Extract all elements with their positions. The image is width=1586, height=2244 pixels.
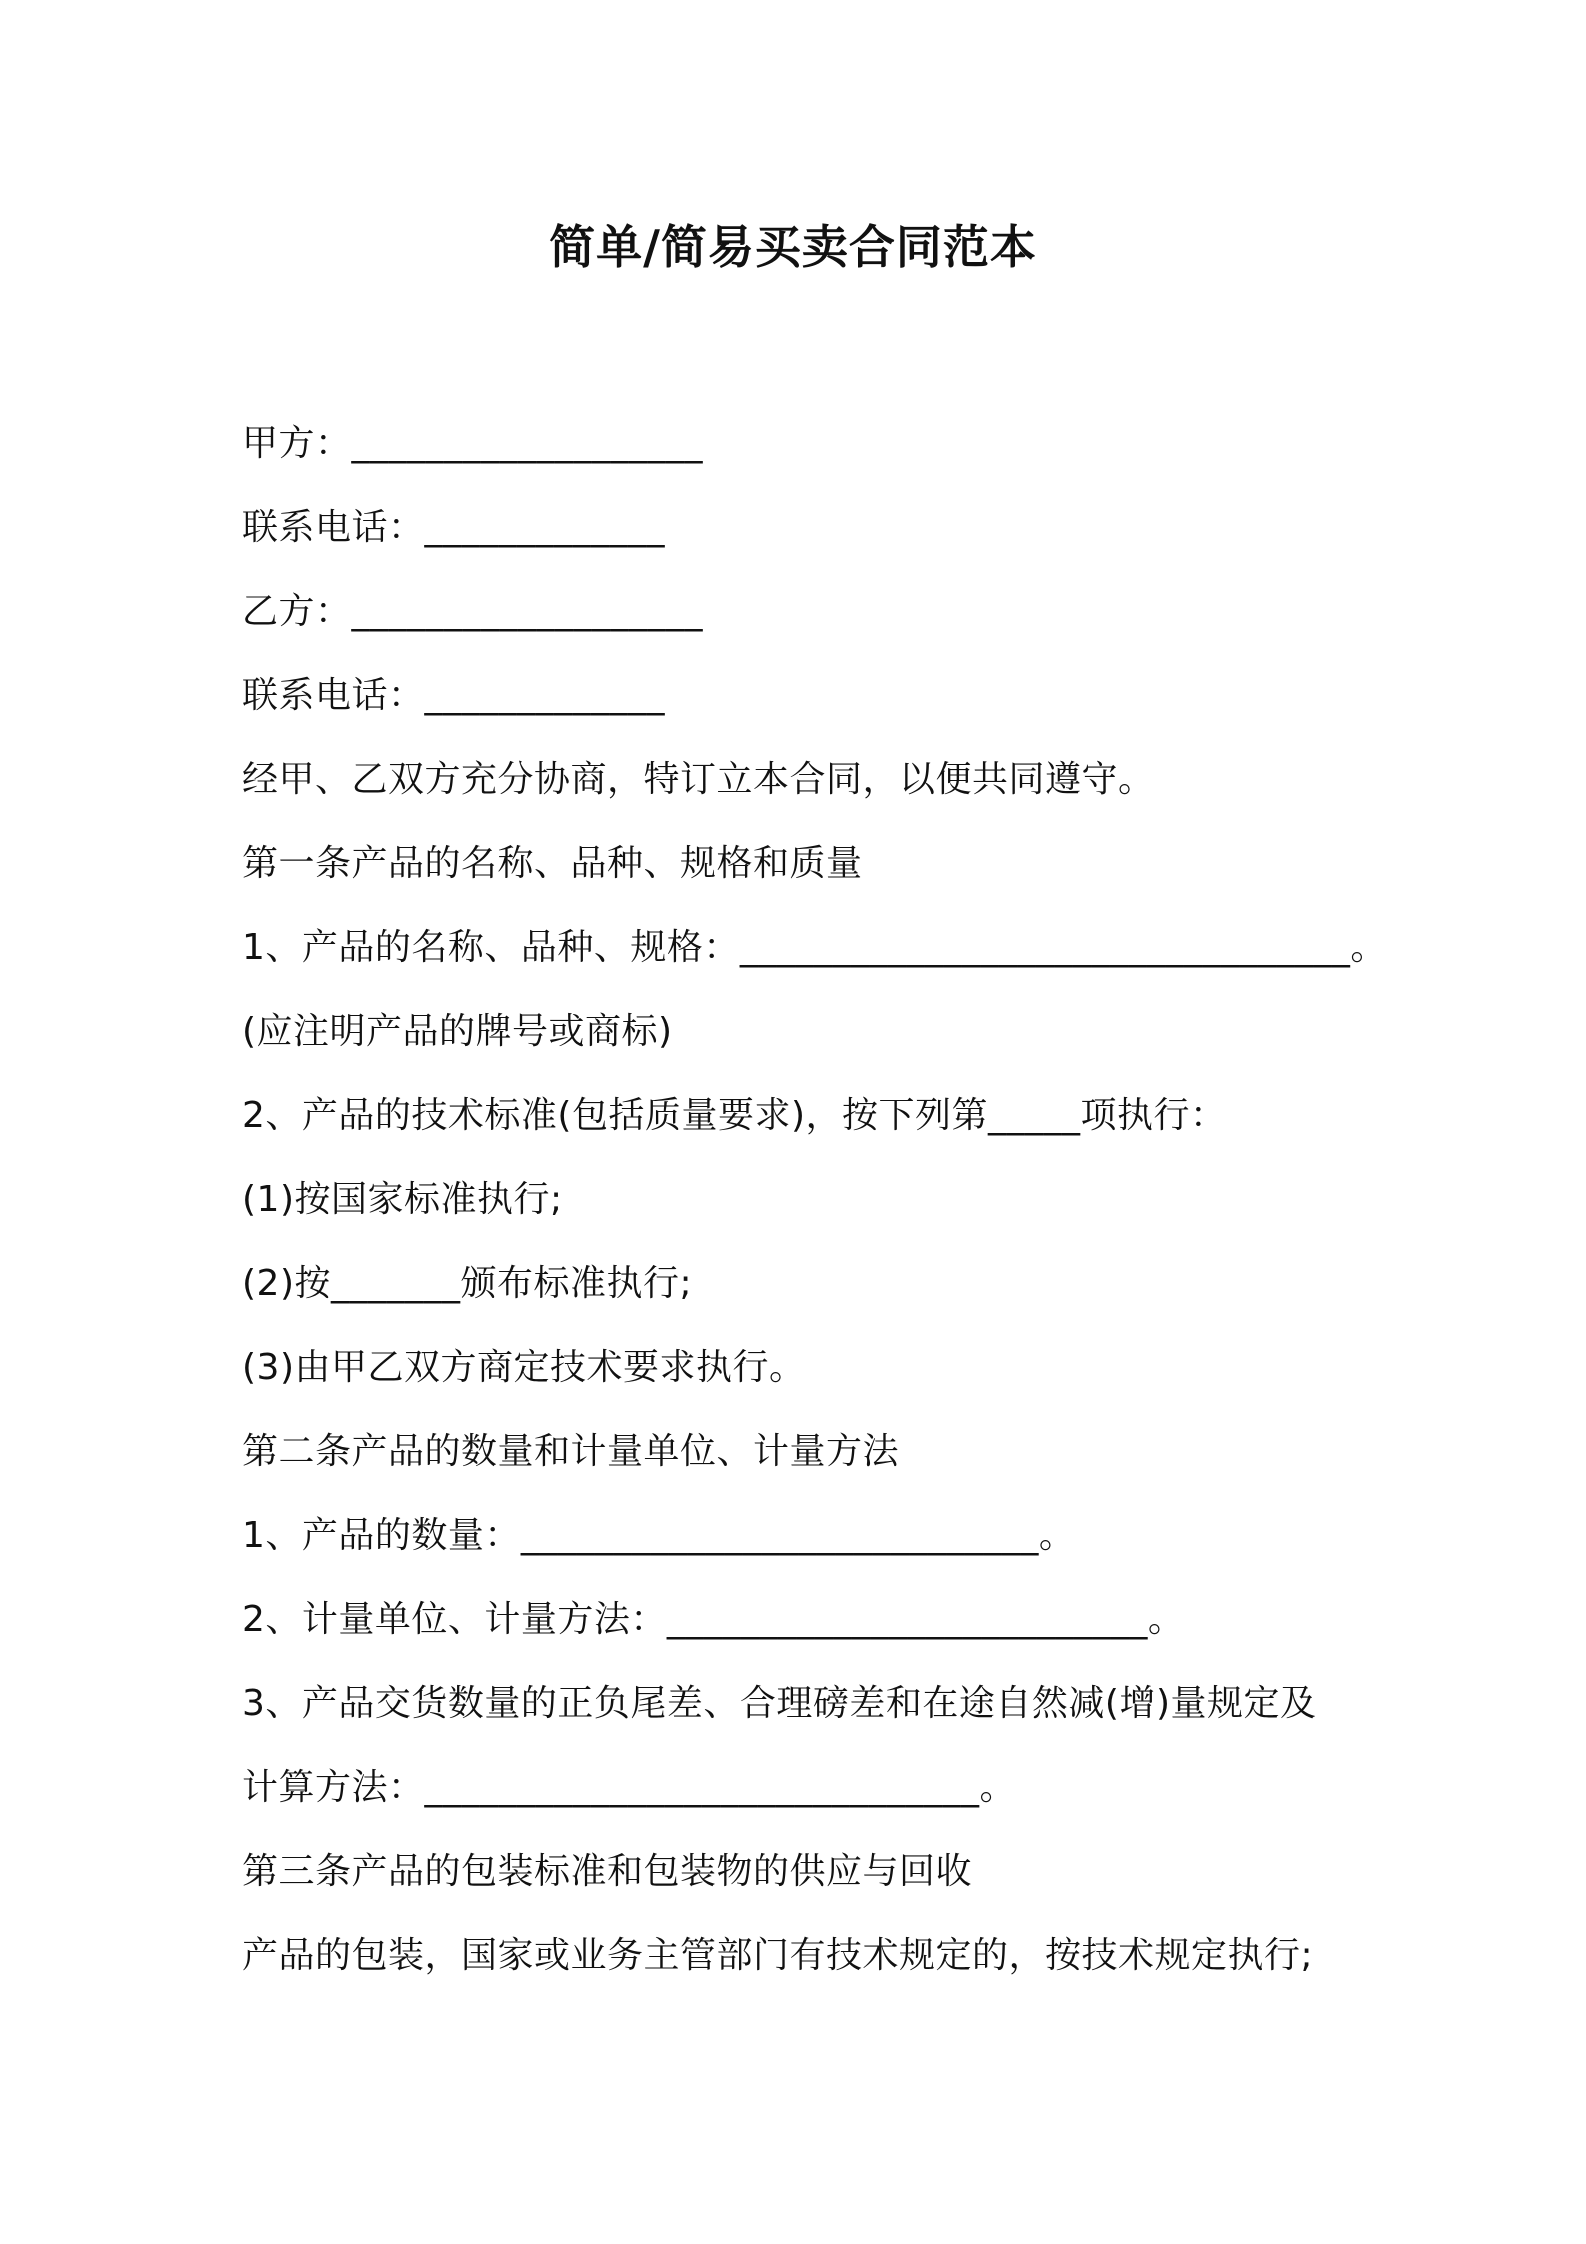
- article-3-paragraph: 产品的包装，国家或业务主管部门有技术规定的，按技术规定执行;: [242, 1935, 1314, 1976]
- article-2-item-1: 1、产品的数量：____________________________。: [242, 1515, 1076, 1556]
- article-1-option-1: (1)按国家标准执行;: [242, 1179, 563, 1220]
- article-1-heading: 第一条产品的名称、品种、规格和质量: [242, 843, 863, 884]
- article-2-heading: 第二条产品的数量和计量单位、计量方法: [242, 1431, 900, 1472]
- article-1-note: (应注明产品的牌号或商标): [242, 1011, 673, 1052]
- article-1-item-2: 2、产品的技术标准(包括质量要求)，按下列第_____项执行：: [242, 1095, 1227, 1136]
- article-2-item-3-continued: 计算方法：______________________________。: [242, 1767, 1017, 1808]
- article-1-item-1: 1、产品的名称、品种、规格：_________________________________。: [242, 927, 1387, 968]
- preamble-paragraph: 经甲、乙双方充分协商，特订立本合同，以便共同遵守。: [242, 759, 1155, 800]
- party-b-phone-line: 联系电话：_____________: [242, 675, 666, 716]
- article-3-heading: 第三条产品的包装标准和包装物的供应与回收: [242, 1851, 973, 1892]
- article-1-option-2: (2)按_______颁布标准执行;: [242, 1263, 693, 1304]
- party-b-line: 乙方：___________________: [242, 591, 704, 632]
- party-a-line: 甲方：___________________: [242, 423, 704, 464]
- article-2-item-3: 3、产品交货数量的正负尾差、合理磅差和在途自然减(增)量规定及: [242, 1683, 1317, 1724]
- article-2-item-2: 2、计量单位、计量方法：__________________________。: [242, 1599, 1185, 1640]
- document-body: [242, 402, 1387, 1998]
- document-title: 简单/简易买卖合同范本: [549, 220, 1037, 274]
- article-1-option-3: (3)由甲乙双方商定技术要求执行。: [242, 1347, 806, 1388]
- party-a-phone-line: 联系电话：_____________: [242, 507, 666, 548]
